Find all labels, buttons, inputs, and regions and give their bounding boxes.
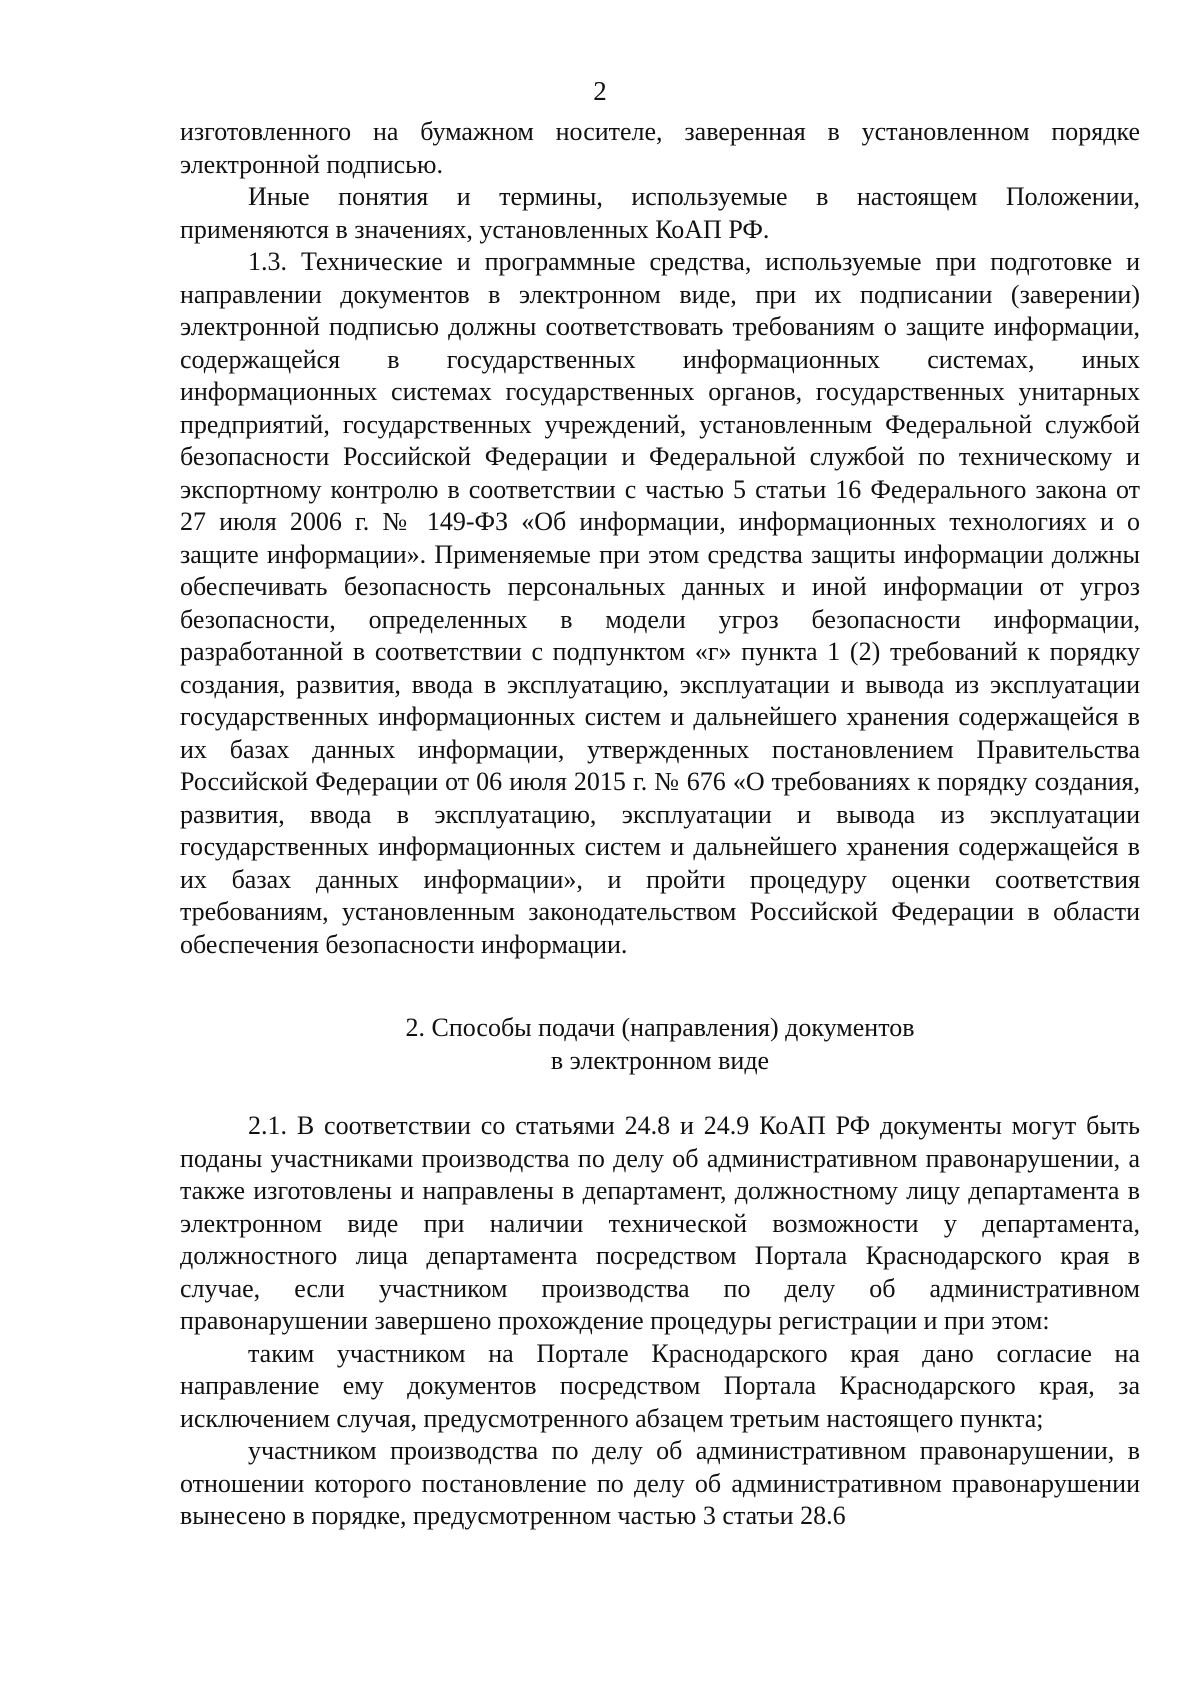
paragraph-consent: таким участником на Портале Краснодарского края дано согласие на направление ему документов посредством Портала Краснодарского края, за исключением случая, предусмотренного абзацем третьим настоящего пункта; xyxy=(180,1338,1140,1433)
paragraph-terms: Иные понятия и термины, используемые в настоящем Положении, применяются в значениях, установленных КоАП РФ. xyxy=(180,182,1140,244)
paragraph-participant: участником производства по делу об административном правонарушении, в отношении которого постановление по делу об административном правонарушении вынесено в порядке, предусмотренном частью 3 статьи 28.6 xyxy=(180,1436,1140,1530)
paragraph-continuation: изготовленного на бумажном носителе, заверенная в установленном порядке электронной подписью. xyxy=(180,117,1140,179)
paragraph-1-3: 1.3. Технические и программные средства, используемые при подготовке и направлении документов в электронном виде, при их подписании (заверении) электронной подписью должны соответствовать требованиям о защите информации, содержащейся в государственных информационных системах, иных информационных системах государственных органов, государственных унитарных предприятий, государственных учреждений, установленным Федеральной службой безопасности Российской Федерации и Федеральной службой по техническому и экспортному контролю в соответствии с частью 5 статьи 16 Федерального закона от 27 июля 2006 г. № 149-ФЗ «Об информации, информационных технологиях и о защите информации». Применяемые при этом средства защиты информации должны обеспечивать безопасность персональных данных и иной информации от угроз безопасности, определенных в модели угроз безопасности информации, разработанной в соответствии с подпунктом «г» пункта 1 (2) требований к порядку создания, развития, ввода в эксплуатацию, эксплуатации и вывода из эксплуатации государственных информационных систем и дальнейшего хранения содержащейся в их базах данных информации, утвержденных постановлением Правительства Российской Федерации от 06 июля 2015 г. № 676 «О требованиях к порядку создания, развития, ввода в эксплуатацию, эксплуатации и вывода из эксплуатации государственных информационных систем и дальнейшего хранения содержащейся в их базах данных информации», и пройти процедуру оценки соответствия требованиям, установленным законодательством Российской Федерации в области обеспечения безопасности информации. xyxy=(180,247,1140,959)
section-2-body xyxy=(180,1110,1140,1533)
section-2-heading-line-2: в электронном виде xyxy=(550,1045,770,1075)
page-number: 2 xyxy=(593,76,607,106)
paragraph-2-1: 2.1. В соответствии со статьями 24.8 и 24.9 КоАП РФ документы могут быть поданы участниками производства по делу об административном правонарушении, а также изготовлены и направлены в департамент, должностному лицу департамента в электронном виде при наличии технической возможности у департамента, должностного лица департамента посредством Портала Краснодарского края в случае, если участником производства по делу об административном правонарушении завершено прохождение процедуры регистрации и при этом: xyxy=(180,1111,1140,1335)
section-1-body xyxy=(180,116,1140,961)
section-2-heading-line-1: 2. Способы подачи (направления) документов xyxy=(405,1013,915,1042)
section-2-heading xyxy=(180,1012,1140,1077)
